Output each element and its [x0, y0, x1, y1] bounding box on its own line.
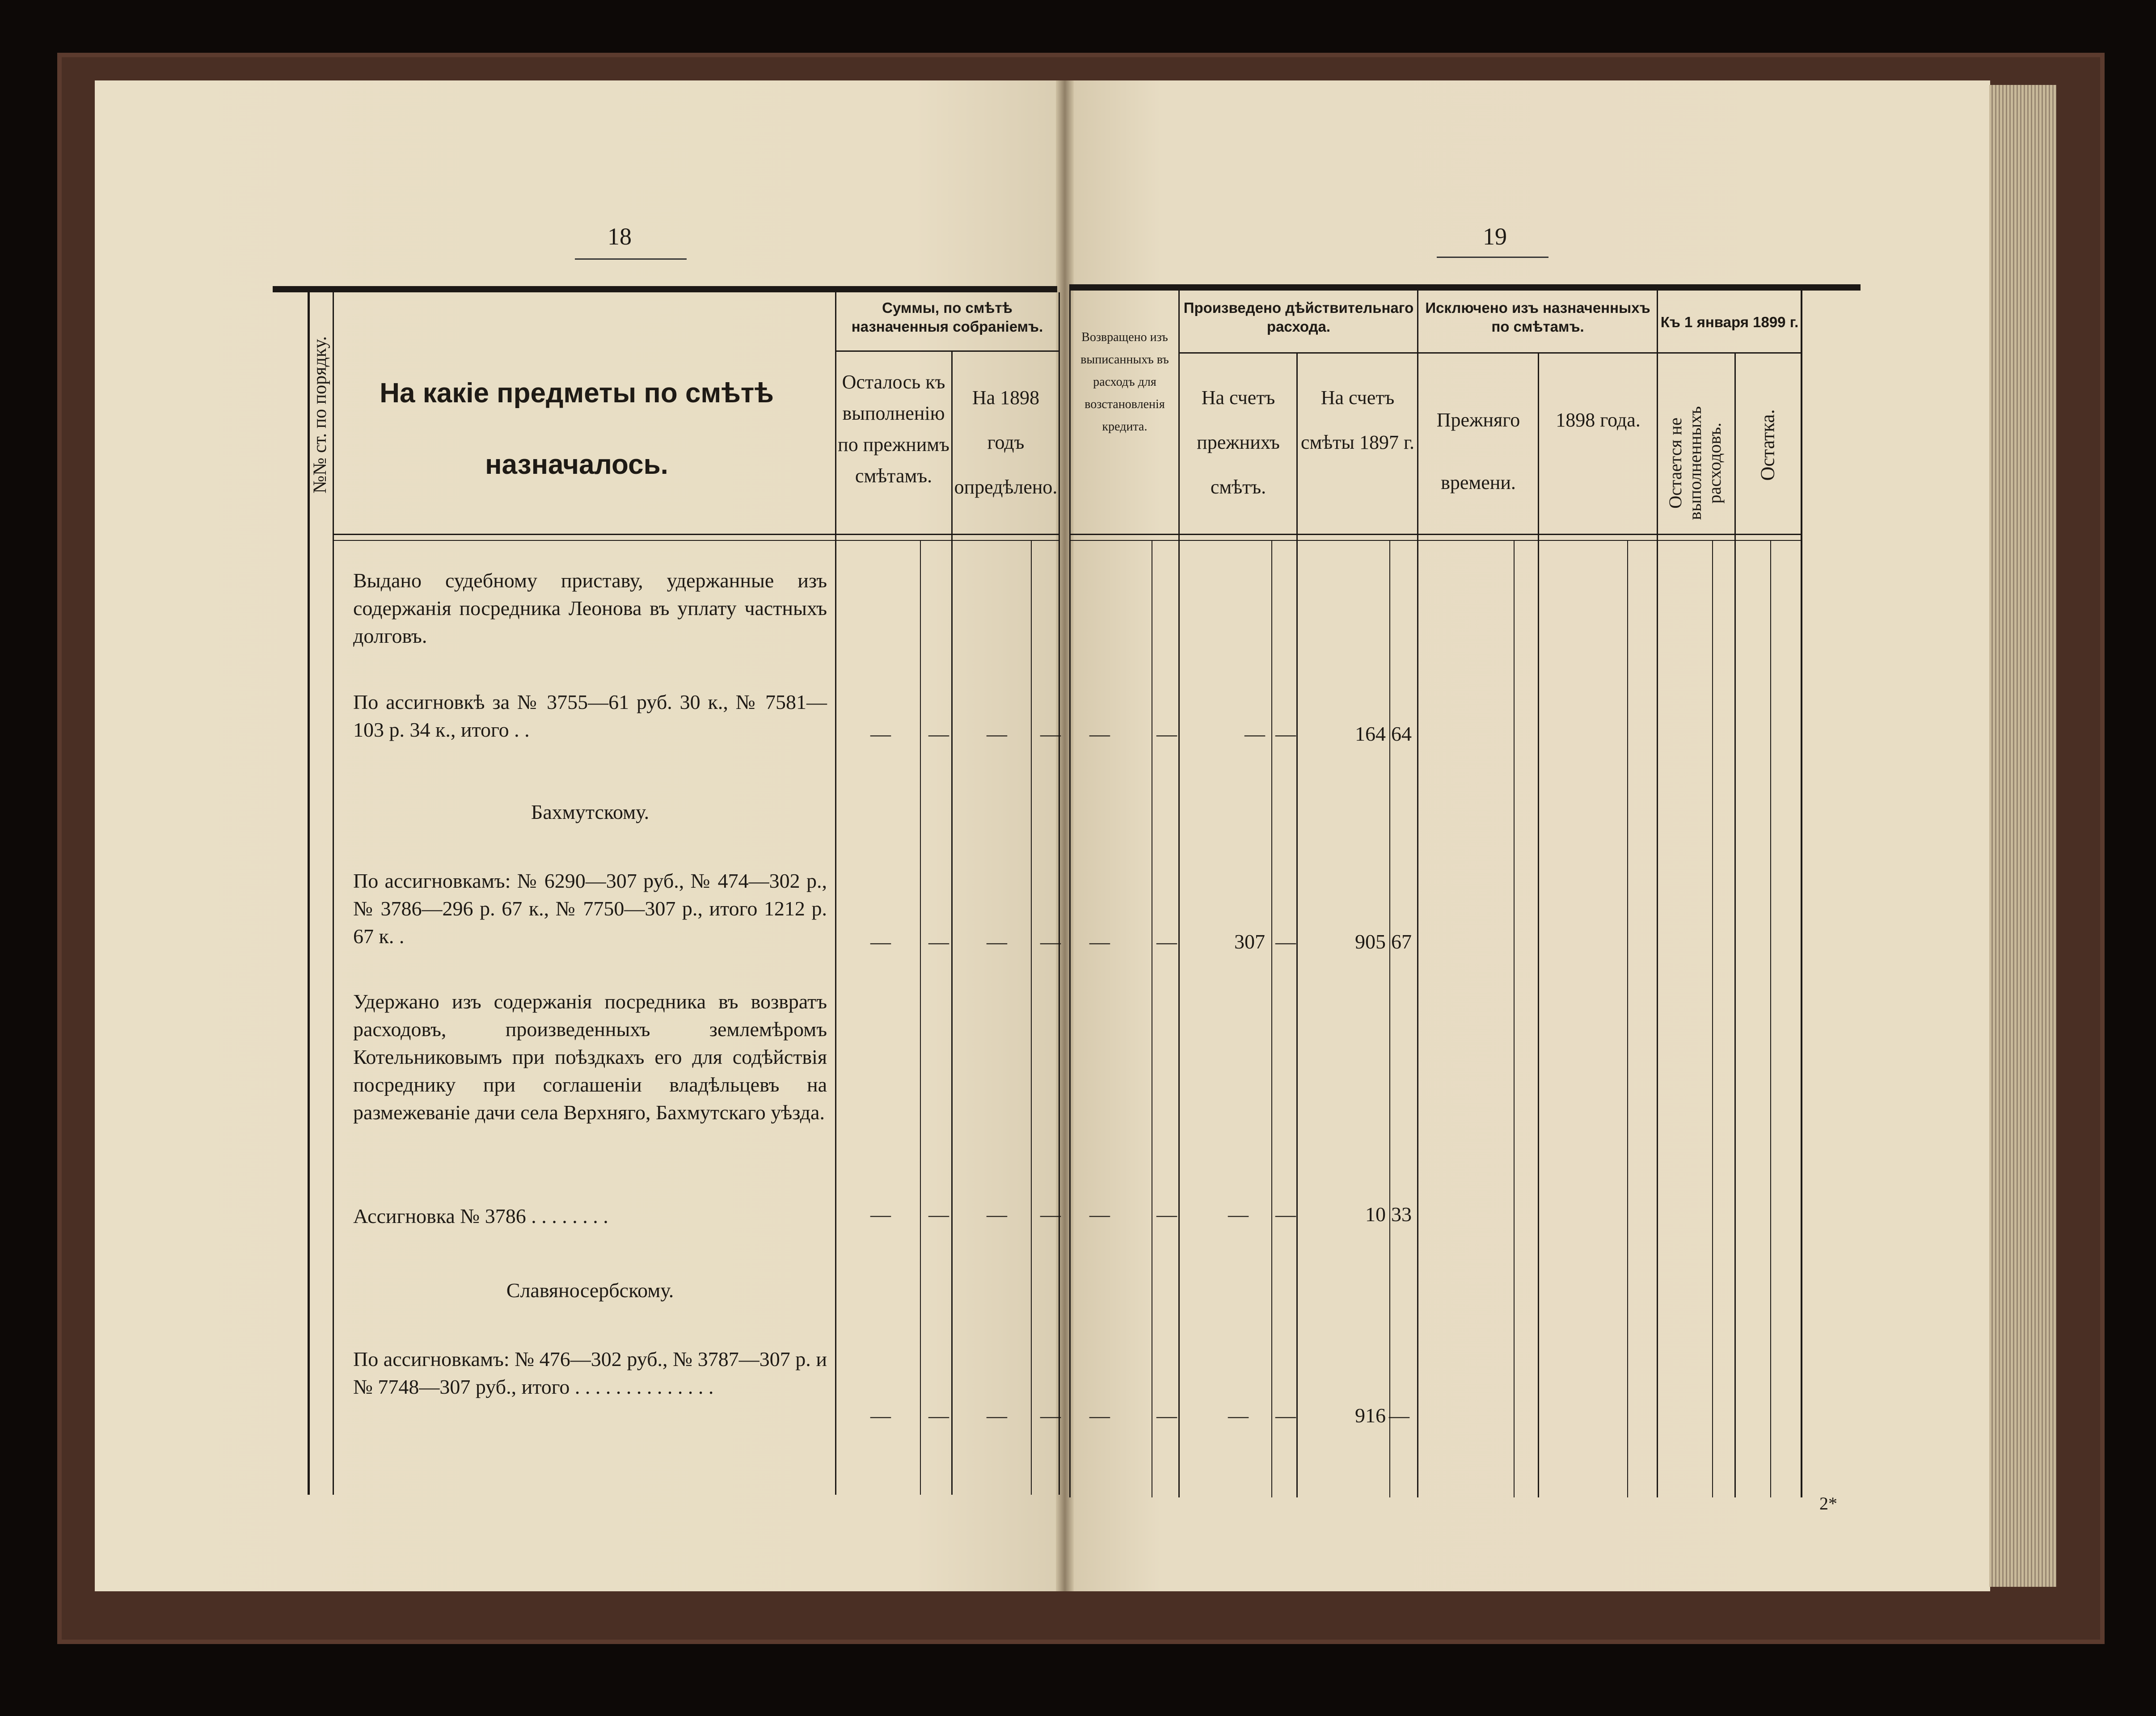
prev-rub: —	[1228, 1404, 1249, 1427]
dash: —	[1089, 930, 1110, 953]
year-1898-header: 1898 года.	[1556, 409, 1641, 431]
col-divider	[835, 292, 836, 1495]
dash: —	[1156, 1404, 1177, 1427]
cur-kop: 64	[1391, 722, 1412, 745]
prev-kop: —	[1275, 930, 1296, 953]
entry-voucher-3786: Ассигновка № 3786 . . . . . . . .	[353, 1205, 608, 1227]
cur-rub: 916	[1355, 1404, 1386, 1427]
entry-bailiff-intro: Выдано судебному приставу, удержанные изъ содержанія посредника Леонова въ уплату частныхъ долговъ.	[353, 569, 827, 647]
col-divider	[1417, 291, 1418, 1497]
header-bottom-rule-2	[333, 540, 1059, 541]
dash: —	[1089, 1203, 1110, 1226]
dash: —	[870, 930, 891, 953]
col-divider	[1271, 541, 1272, 1497]
bleed-through	[1422, 572, 1797, 1421]
dash: —	[1156, 930, 1177, 953]
dash: —	[928, 1203, 949, 1226]
header-subrule	[1178, 352, 1801, 354]
col-divider	[333, 292, 334, 1495]
cur-kop: —	[1389, 1404, 1409, 1427]
header-subrule	[835, 350, 1059, 352]
prev-kop: —	[1275, 1203, 1296, 1226]
dash: —	[1040, 1203, 1061, 1226]
entry-bailiff-voucher: По ассигновкѣ за № 3755—61 руб. 30 к., № 7581—103 р. 34 к., итого . .	[353, 691, 827, 741]
dash: —	[987, 1203, 1007, 1226]
col-divider	[1031, 541, 1032, 1495]
dash: —	[1040, 1404, 1061, 1427]
dash: —	[1156, 722, 1177, 745]
page-number-rule	[575, 258, 687, 260]
col-divider	[1801, 291, 1802, 1497]
signature-mark: 2*	[1819, 1493, 1837, 1514]
jan-1899-header: Къ 1 января 1899 г.	[1660, 314, 1799, 330]
prev-time-header: Прежняго времени.	[1436, 409, 1520, 493]
cur-rub: 10	[1365, 1203, 1386, 1226]
col-divider	[1178, 291, 1180, 1497]
sums-header: Суммы, по смѣтѣ назначенныя собраніемъ.	[851, 299, 1043, 335]
dash: —	[928, 930, 949, 953]
subject-header: На какіе предметы по смѣтѣ назначалось.	[380, 378, 774, 480]
col-divider	[1296, 353, 1298, 1497]
entry-bakhmut-heading: Бахмутскому.	[531, 801, 650, 823]
unfulfilled-header: Остается не выполненныхъ расходовъ.	[1665, 406, 1725, 520]
returned-header: Возвращено изъ выписанныхъ въ расходъ для возстановленія кредита.	[1080, 330, 1169, 434]
dash: —	[870, 1404, 891, 1427]
entry-slavyanoserbsk-vouchers: По ассигновкамъ: № 476—302 руб., № 3787—307 р. и № 7748—307 руб., итого . . . . . . . . . . . . . .	[353, 1348, 827, 1398]
dash: —	[870, 1203, 891, 1226]
col-divider	[920, 541, 921, 1495]
top-rule-right	[1069, 284, 1861, 291]
prev-kop: —	[1275, 722, 1296, 745]
cur-kop: 67	[1391, 930, 1412, 953]
page-number-right: 19	[1483, 223, 1507, 250]
prev-rub: —	[1228, 1203, 1249, 1226]
dash: —	[1040, 930, 1061, 953]
entry-bakhmut-vouchers: По ассигновкамъ: № 6290—307 руб., № 474—302 р., № 3786—296 р. 67 к., № 7750—307 р., итого 1212 р. 67 к. .	[353, 869, 827, 948]
prev-rub: 307	[1234, 930, 1265, 953]
page-number-rule	[1437, 257, 1548, 258]
dash: —	[1089, 1404, 1110, 1427]
dash: —	[928, 1404, 949, 1427]
dash: —	[987, 722, 1007, 745]
row-number-header: №№ ст. по порядку.	[310, 336, 330, 493]
cur-rub: 905	[1355, 930, 1386, 953]
header-bottom-rule	[333, 534, 1059, 535]
dash: —	[987, 930, 1007, 953]
dash: —	[1089, 722, 1110, 745]
estimate-1897-header: На счетъ смѣты 1897 г.	[1300, 387, 1415, 453]
prev-kop: —	[1275, 1404, 1296, 1427]
entry-withheld-intro: Удержано изъ содержанія посредника въ возвратъ расходовъ, произведенныхъ землемѣромъ Котельниковымъ при поѣздкахъ его для содѣйствія посреднику при соглашеніи владѣльцевъ на размежеваніе дачи села Верхняго, Бахмутскаго уѣзда.	[353, 990, 827, 1124]
cur-kop: 33	[1391, 1203, 1412, 1226]
assigned-1898-header: На 1898 годъ опредѣлено.	[954, 387, 1058, 498]
dash: —	[1156, 1203, 1177, 1226]
top-rule	[273, 286, 1057, 292]
col-divider	[1059, 292, 1060, 1495]
page-edges	[1989, 85, 2056, 1587]
actual-expense-header: Произведено дѣйствительнаго расхода.	[1183, 299, 1414, 335]
col-divider	[1069, 291, 1071, 1497]
dash: —	[928, 722, 949, 745]
col-divider	[1389, 541, 1390, 1497]
excluded-header: Исключено изъ назначенныхъ по смѣтамъ.	[1425, 299, 1650, 335]
entry-slavyanoserbsk-heading: Славяносербскому.	[506, 1279, 674, 1302]
balance-header: Остатка.	[1756, 409, 1779, 481]
dash: —	[1040, 722, 1061, 745]
page-number-left: 18	[608, 223, 632, 250]
prev-estimates-header: На счетъ прежнихъ смѣтъ.	[1197, 387, 1280, 498]
prev-rub: —	[1245, 722, 1265, 745]
remaining-header: Осталось къ выполненію по прежнимъ смѣтамъ.	[838, 371, 949, 487]
dash: —	[987, 1404, 1007, 1427]
col-divider	[951, 350, 953, 1495]
cur-rub: 164	[1355, 722, 1386, 745]
dash: —	[870, 722, 891, 745]
